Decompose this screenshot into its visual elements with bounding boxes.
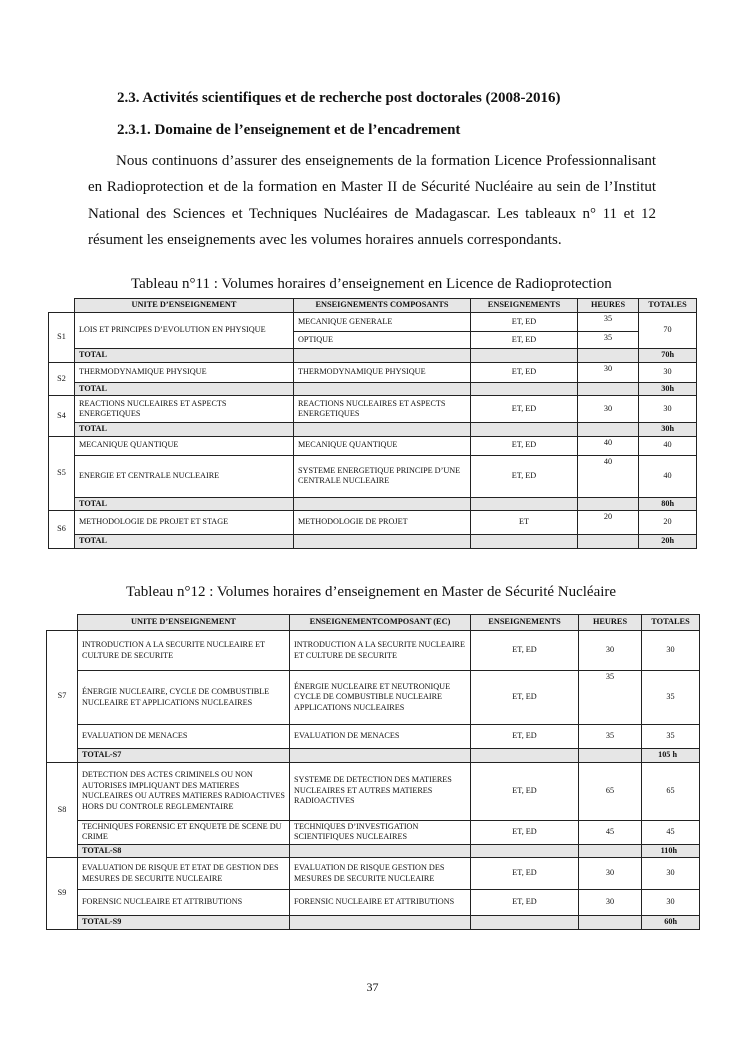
ue-cell: ENERGIE ET CENTRALE NUCLEAIRE [75,455,294,497]
heures-cell: 35 [578,332,639,349]
col-header-heures: HEURES [579,615,642,631]
heures-cell: 40 [578,436,639,455]
ec-cell: TECHNIQUES D’INVESTIGATION SCIENTIFIQUES NUCLEAIRES [290,820,471,844]
enseignement-cell: ET, ED [471,436,578,455]
total-label: TOTAL [75,535,294,549]
totales-cell: 30 [639,362,697,382]
ue-cell: TECHNIQUES FORENSIC ET ENQUETE DE SCENE DU CRIME [78,820,290,844]
heures-cell: 35 [579,725,642,749]
totales-cell: 35 [642,725,700,749]
heures-cell: 45 [579,820,642,844]
enseignement-cell: ET, ED [471,820,579,844]
total-row [47,844,700,858]
semester-label: S7 [47,631,78,763]
total-label: TOTAL [75,382,294,396]
col-header-totales: TOTALES [639,299,697,313]
totales-cell: 30 [642,890,700,916]
heures-cell: 20 [578,511,639,535]
table-row [49,511,697,535]
total-value: 70h [639,349,697,363]
total-label: TOTAL [75,497,294,511]
heures-cell: 30 [579,631,642,671]
ue-cell: FORENSIC NUCLEAIRE ET ATTRIBUTIONS [78,890,290,916]
heures-cell: 40 [578,455,639,497]
heures-cell: 30 [578,396,639,423]
ec-cell: FORENSIC NUCLEAIRE ET ATTRIBUTIONS [290,890,471,916]
semester-label: S6 [49,511,75,549]
enseignement-cell: ET, ED [471,890,579,916]
ec-cell: EVALUATION DE MENACES [290,725,471,749]
table-row [47,671,700,725]
enseignement-cell: ET, ED [471,396,578,423]
enseignement-cell: ET, ED [471,362,578,382]
table-row [49,396,697,423]
semester-label: S2 [49,362,75,396]
table-row [47,858,700,890]
semester-label: S8 [47,762,78,858]
table-row [47,631,700,671]
enseignement-cell: ET, ED [471,332,578,349]
table-row [47,762,700,820]
total-row [49,497,697,511]
table12-caption: Tableau n°12 : Volumes horaires d’enseignement en Master de Sécurité Nucléaire [126,584,617,600]
total-value: 30h [639,423,697,437]
semester-label: S4 [49,396,75,437]
enseignement-cell: ET, ED [471,631,579,671]
total-label: TOTAL-S8 [78,844,290,858]
ec-cell: INTRODUCTION A LA SECURITE NUCLEAIRE ET CULTURE DE SECURITE [290,631,471,671]
ec-cell: EVALUATION DE RISQUE GESTION DES MESURES DE SECURITE NUCLEAIRE [290,858,471,890]
total-row [47,916,700,930]
totales-cell: 45 [642,820,700,844]
total-value: 80h [639,497,697,511]
ue-cell: EVALUATION DE MENACES [78,725,290,749]
col-header-enseignements: ENSEIGNEMENTS [471,615,579,631]
col-header-ec: ENSEIGNEMENTCOMPOSANT (EC) [290,615,471,631]
heures-cell: 35 [579,671,642,725]
table-row [49,313,697,332]
total-row [49,349,697,363]
enseignement-cell: ET [471,511,578,535]
ec-cell: METHODOLOGIE DE PROJET [294,511,471,535]
totales-cell: 70 [639,313,697,349]
ue-cell: LOIS ET PRINCIPES D’EVOLUTION EN PHYSIQUE [75,313,294,349]
totales-cell: 65 [642,762,700,820]
table-row [49,436,697,455]
semester-label: S1 [49,313,75,363]
intro-paragraph [88,148,656,253]
enseignement-cell: ET, ED [471,858,579,890]
total-row [49,423,697,437]
col-header-heures: HEURES [578,299,639,313]
total-label: TOTAL-S9 [78,916,290,930]
total-label: TOTAL [75,423,294,437]
ue-cell: EVALUATION DE RISQUE ET ETAT DE GESTION DES MESURES DE SECURITE NUCLEAIRE [78,858,290,890]
subsection-title: 2.3.1. Domaine de l’enseignement et de l’encadrement [117,122,461,138]
total-value: 110h [642,844,700,858]
section-title: 2.3. Activités scientifiques et de recherche post doctorales (2008-2016) [117,90,561,106]
ue-cell: METHODOLOGIE DE PROJET ET STAGE [75,511,294,535]
heures-cell: 30 [578,362,639,382]
ec-cell: OPTIQUE [294,332,471,349]
intro-paragraph-text: Nous continuons d’assurer des enseignements de la formation Licence Professionnalisant en Radioprotection et de la formation en Master II de Sécurité Nucléaire au sein de l’Institut National des Sciences et Techniques Nucléaires de Madagascar. Les tableaux n° 11 et 12 résument les enseignements avec les volumes horaires annuels correspondants. [88,153,656,248]
total-label: TOTAL [75,349,294,363]
ue-cell: THERMODYNAMIQUE PHYSIQUE [75,362,294,382]
ec-cell: REACTIONS NUCLEAIRES ET ASPECTS ENERGETIQUES [294,396,471,423]
page-number: 37 [366,980,379,994]
total-row [47,749,700,763]
col-header-ue: UNITE D’ENSEIGNEMENT [75,299,294,313]
total-row [49,535,697,549]
ue-cell: ÉNERGIE NUCLEAIRE, CYCLE DE COMBUSTIBLE NUCLEAIRE ET APPLICATIONS NUCLEAIRES [78,671,290,725]
totales-cell: 30 [642,858,700,890]
ec-cell: THERMODYNAMIQUE PHYSIQUE [294,362,471,382]
table-row [49,455,697,497]
ec-cell: ÉNERGIE NUCLEAIRE ET NEUTRONIQUE CYCLE DE COMBUSTIBLE NUCLEAIRE APPLICATIONS NUCLEAIRES [290,671,471,725]
table-11 [48,298,697,549]
heures-cell: 30 [579,890,642,916]
total-value: 105 h [642,749,700,763]
enseignement-cell: ET, ED [471,671,579,725]
heures-cell: 65 [579,762,642,820]
semester-label: S9 [47,858,78,930]
ec-cell: SYSTEME ENERGETIQUE PRINCIPE D’UNE CENTRALE NUCLEAIRE [294,455,471,497]
total-label: TOTAL-S7 [78,749,290,763]
totales-cell: 40 [639,436,697,455]
ue-cell: REACTIONS NUCLEAIRES ET ASPECTS ENERGETIQUES [75,396,294,423]
table-row [47,820,700,844]
totales-cell: 30 [639,396,697,423]
totales-cell: 35 [642,671,700,725]
table-12 [46,614,700,930]
ec-cell: SYSTEME DE DETECTION DES MATIERES NUCLEAIRES ET AUTRES MATIERES RADIOACTIVES [290,762,471,820]
ue-cell: INTRODUCTION A LA SECURITE NUCLEAIRE ET CULTURE DE SECURITE [78,631,290,671]
totales-cell: 20 [639,511,697,535]
total-value: 60h [642,916,700,930]
ec-cell: MECANIQUE GENERALE [294,313,471,332]
col-header-ec: ENSEIGNEMENTS COMPOSANTS [294,299,471,313]
enseignement-cell: ET, ED [471,762,579,820]
ue-cell: DETECTION DES ACTES CRIMINELS OU NON AUTORISES IMPLIQUANT DES MATIERES NUCLEAIRES OU AUTRES MATIERES RADIOACTIVES HORS DU CONTROLE REGLEMENTAIRE [78,762,290,820]
enseignement-cell: ET, ED [471,725,579,749]
enseignement-cell: ET, ED [471,455,578,497]
col-header-enseignements: ENSEIGNEMENTS [471,299,578,313]
ue-cell: MECANIQUE QUANTIQUE [75,436,294,455]
total-value: 20h [639,535,697,549]
table-row [49,362,697,382]
table-row [47,725,700,749]
col-header-ue: UNITE D’ENSEIGNEMENT [78,615,290,631]
totales-cell: 40 [639,455,697,497]
total-row [49,382,697,396]
ec-cell: MECANIQUE QUANTIQUE [294,436,471,455]
enseignement-cell: ET, ED [471,313,578,332]
heures-cell: 30 [579,858,642,890]
table-row [47,890,700,916]
total-value: 30h [639,382,697,396]
semester-label: S5 [49,436,75,511]
col-header-totales: TOTALES [642,615,700,631]
heures-cell: 35 [578,313,639,332]
table11-caption: Tableau n°11 : Volumes horaires d’enseignement en Licence de Radioprotection [131,276,612,292]
totales-cell: 30 [642,631,700,671]
